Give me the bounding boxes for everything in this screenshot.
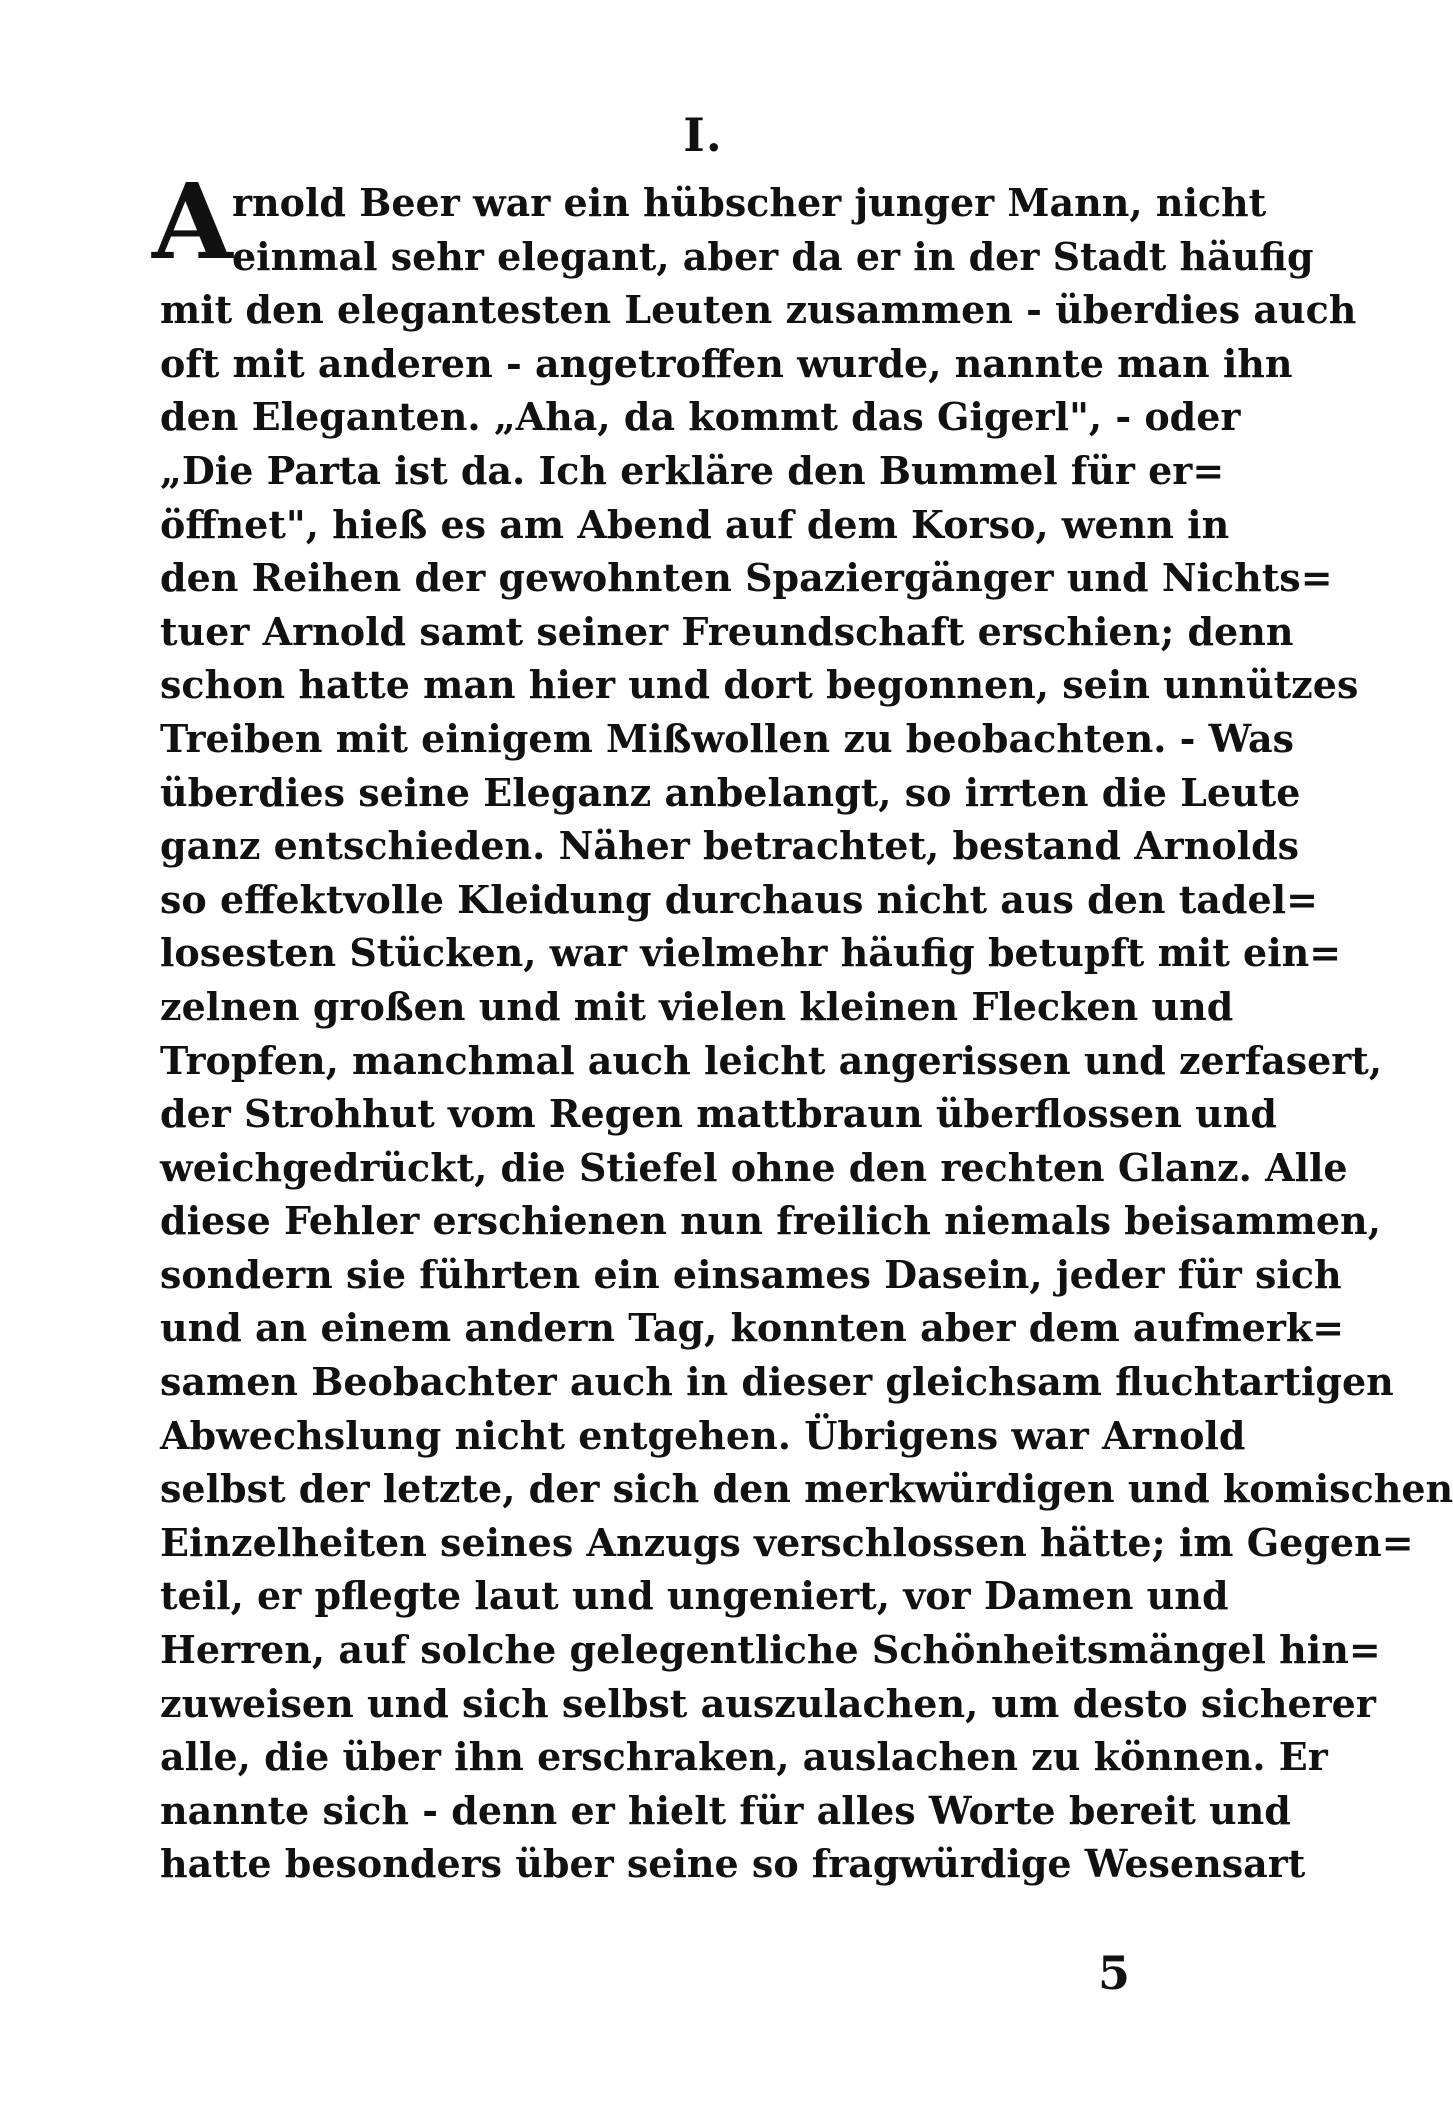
text-line: hatte besonders über seine so fragwürdige Wesensart (160, 1841, 1306, 1887)
text-line: nannte sich - denn er hielt für alles Worte bereit und (160, 1787, 1291, 1833)
text-line: losesten Stücken, war vielmehr häufig betupft mit ein= (160, 930, 1342, 976)
text-line: rnold Beer war ein hübscher junger Mann, nicht (232, 180, 1267, 225)
text-line: Herren, auf solche gelegentliche Schönheitsmängel hin= (160, 1627, 1381, 1673)
text-line: selbst der letzte, der sich den merkwürdigen und komischen (160, 1466, 1453, 1512)
text-line: diese Fehler erschienen nun freilich niemals beisammen, (160, 1198, 1381, 1244)
text-line: Tropfen, manchmal auch leicht angerissen und zerfasert, (160, 1037, 1383, 1083)
text-line: und an einem andern Tag, konnten aber dem aufmerk= (160, 1305, 1345, 1351)
chapter-number: I. (683, 108, 723, 162)
text-line: einmal sehr elegant, aber da er in der Stadt häufig (232, 233, 1314, 279)
text-line: der Strohhut vom Regen mattbraun überflossen und (160, 1091, 1277, 1137)
text-line: oft mit anderen - angetroffen wurde, nannte man ihn (160, 340, 1293, 386)
text-line: Treiben mit einigem Mißwollen zu beobachten. - Was (160, 715, 1295, 761)
text-line: tuer Arnold samt seiner Freundschaft erschien; denn (160, 608, 1294, 654)
page-number: 5 (1098, 1946, 1131, 2000)
text-line: weichgedrückt, die Stiefel ohne den rechten Glanz. Alle (160, 1144, 1348, 1190)
text-line: den Eleganten. „Aha, da kommt das Gigerl", - oder (160, 394, 1241, 440)
text-line: „Die Parta ist da. Ich erkläre den Bummel für er= (160, 447, 1225, 493)
text-line: alle, die über ihn erschraken, auslachen zu können. Er (160, 1734, 1328, 1780)
text-line: mit den elegantesten Leuten zusammen - überdies auch (160, 287, 1357, 333)
text-line: überdies seine Eleganz anbelangt, so irrten die Leute (160, 769, 1301, 815)
text-line: Einzelheiten seines Anzugs verschlossen hätte; im Gegen= (160, 1519, 1414, 1565)
text-line: samen Beobachter auch in dieser gleichsam fluchtartigen (160, 1359, 1394, 1405)
text-line: teil, er pflegte laut und ungeniert, vor Damen und (160, 1573, 1229, 1619)
text-line: schon hatte man hier und dort begonnen, sein unnützes (160, 662, 1359, 708)
drop-cap: A (152, 160, 233, 283)
text-line: zelnen großen und mit vielen kleinen Flecken und (160, 983, 1234, 1029)
text-line: den Reihen der gewohnten Spaziergänger und Nichts= (160, 555, 1333, 601)
text-line: öffnet", hieß es am Abend auf dem Korso, wenn in (160, 501, 1230, 547)
text-line: ganz entschieden. Näher betrachtet, bestand Arnolds (160, 823, 1300, 869)
text-line: so effektvolle Kleidung durchaus nicht aus den tadel= (160, 876, 1318, 922)
text-line: zuweisen und sich selbst auszulachen, um desto sicherer (160, 1680, 1376, 1726)
body-text (160, 176, 1453, 1891)
text-line: Abwechslung nicht entgehen. Übrigens war Arnold (160, 1412, 1246, 1458)
text-line: sondern sie führten ein einsames Dasein, jeder für sich (160, 1251, 1342, 1297)
